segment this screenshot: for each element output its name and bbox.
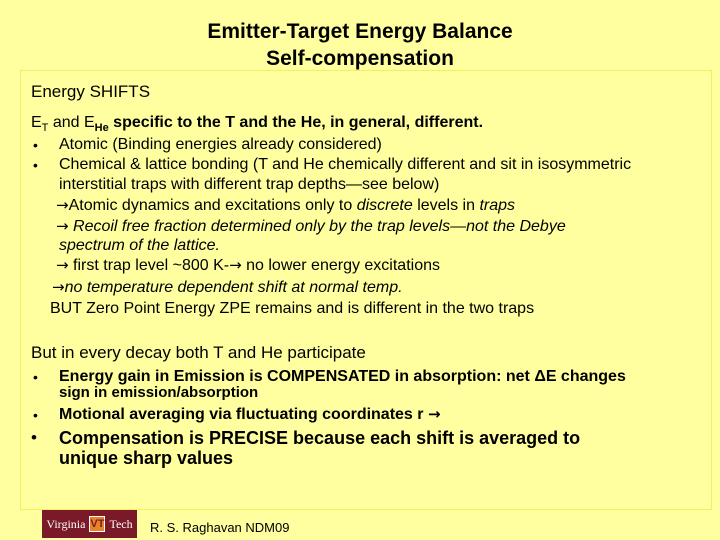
- line-zpe: BUT Zero Point Energy ZPE remains and is different in the two traps: [50, 300, 535, 317]
- line-recoil: [56, 217, 566, 236]
- atomic-before: Atomic dynamics and excitations only to: [68, 197, 357, 214]
- bullet-dot: •: [33, 407, 38, 423]
- right-arrow-icon: →: [56, 217, 69, 235]
- first-trap-after: no lower energy excitations: [241, 257, 440, 274]
- footer-credit: R. S. Raghavan NDM09: [150, 520, 290, 535]
- intro-sub-he: He: [94, 122, 109, 134]
- right-arrow-icon: →: [427, 405, 441, 423]
- atomic-italic-traps: traps: [479, 197, 516, 214]
- bullet-dot: •: [33, 157, 38, 173]
- virginia-tech-logo: [42, 510, 137, 538]
- right-arrow-icon: →: [229, 256, 242, 274]
- bullet-compensation-cont: unique sharp values: [59, 448, 234, 468]
- bullet-dot: •: [33, 137, 38, 153]
- intro-e: E: [31, 114, 42, 131]
- intro-rest: specific to the T and the He, in general, different.: [108, 114, 484, 131]
- line-recoil-cont: spectrum of the lattice.: [59, 237, 220, 254]
- right-arrow-icon: →: [56, 196, 69, 214]
- title-line-2: Self-compensation: [266, 47, 454, 70]
- section1-heading: Energy SHIFTS: [31, 82, 151, 101]
- bullet-motional-averaging: [59, 405, 441, 424]
- right-arrow-icon: →: [52, 278, 65, 296]
- recoil-text: Recoil free fraction determined only by the trap levels—not the Debye: [68, 218, 566, 235]
- bullet-dot: •: [31, 428, 37, 447]
- title-line-1: Emitter-Target Energy Balance: [207, 20, 513, 43]
- vt-mark-icon: [89, 516, 105, 532]
- slide-title: [0, 18, 720, 72]
- first-trap-before: first trap level ~800 K-: [68, 257, 230, 274]
- intro-and: and E: [48, 114, 95, 131]
- line-no-temp-shift: [52, 278, 403, 297]
- atomic-italic-discrete: discrete: [356, 197, 413, 214]
- logo-text-tech: Tech: [109, 516, 133, 531]
- no-temp-text: no temperature dependent shift at normal temp.: [64, 279, 403, 296]
- bullet-compensation: Compensation is PRECISE because each shift is averaged to: [59, 428, 581, 448]
- bullet-energy-gain-cont: sign in emission/absorption: [59, 384, 259, 401]
- bullet-chemical: Chemical & lattice bonding (T and He chemically different and sit in isosymmetric: [59, 156, 632, 173]
- right-arrow-icon: →: [56, 256, 69, 274]
- bullet-energy-gain: Energy gain in Emission is COMPENSATED in absorption: net ΔE changes: [59, 368, 626, 385]
- line-atomic-dynamics: [56, 196, 515, 215]
- motional-text: Motional averaging via fluctuating coordinates r: [59, 406, 428, 423]
- intro-sub-t: T: [41, 122, 49, 134]
- logo-mark-text: VT: [90, 518, 105, 530]
- energy-intro-line: [31, 113, 483, 132]
- section2-heading: But in every decay both T and He participate: [31, 343, 366, 362]
- bullet-atomic: Atomic (Binding energies already considered): [59, 136, 382, 153]
- line-first-trap: [56, 256, 440, 275]
- logo-text-virginia: Virginia: [46, 516, 86, 531]
- atomic-middle: levels in: [412, 197, 480, 214]
- bullet-dot: •: [33, 369, 38, 385]
- bullet-chemical-cont: interstitial traps with different trap depths—see below): [59, 176, 440, 193]
